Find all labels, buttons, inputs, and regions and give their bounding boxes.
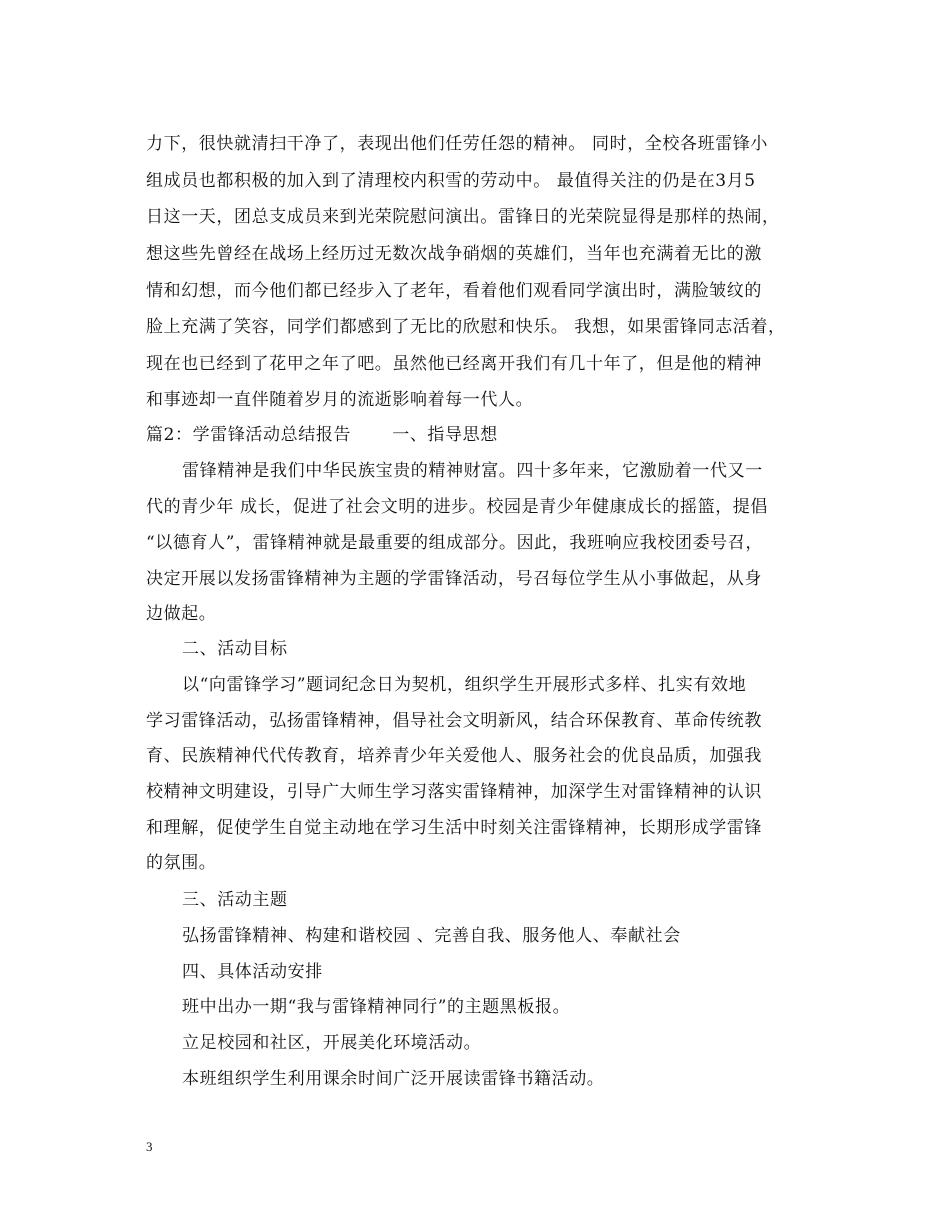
- text-line: 和事迹却一直伴随着岁月的流逝影响着每一代人。: [146, 390, 534, 410]
- text-line: 学习雷锋活动，弘扬雷锋精神，倡导社会文明新风，结合环保教育、革命传统教: [146, 711, 762, 731]
- text-line: 情和幻想，而今他们都已经步入了老年，看着他们观看同学演出时，满脸皱纹的: [146, 281, 762, 301]
- text-line: 和理解，促使学生自觉主动地在学习生活中时刻关注雷锋精神，长期形成学雷锋: [146, 818, 762, 838]
- text-line: 决定开展以发扬雷锋精神为主题的学雷锋活动，号召每位学生从小事做起，从身: [146, 569, 762, 589]
- text-line: 想这些先曾经在战场上经历过无数次战争硝烟的英雄们，当年也充满着无比的激: [146, 244, 762, 264]
- section-heading: 三、活动主题: [182, 890, 288, 910]
- section-heading: 篇2：学雷锋活动总结报告 一、指导思想: [146, 425, 498, 445]
- text-line: 班中出办一期“我与雷锋精神同行”的主题黑板报。: [182, 997, 571, 1017]
- text-line: 弘扬雷锋精神、构建和谐校园 、完善自我、服务他人、奉献社会: [182, 926, 681, 946]
- page-number: 3: [146, 1139, 153, 1154]
- text-line: 边做起。: [146, 604, 217, 624]
- text-line: 日这一天，团总支成员来到光荣院慰问演出。雷锋日的光荣院显得是那样的热闹，: [146, 207, 780, 227]
- text-line: 雷锋精神是我们中华民族宝贵的精神财富。四十多年来，它激励着一代又一: [182, 461, 763, 481]
- text-line: 校精神文明建设，引导广大师生学习落实雷锋精神，加深学生对雷锋精神的认识: [146, 782, 762, 802]
- text-line: 育、民族精神代代传教育，培养青少年关爱他人、服务社会的优良品质，加强我: [146, 746, 762, 766]
- text-line: 力下，很快就清扫干净了，表现出他们任劳任怨的精神。 同时，全校各班雷锋小: [146, 134, 769, 154]
- section-heading: 四、具体活动安排: [182, 962, 323, 982]
- text-line: 的氛围。: [146, 853, 217, 873]
- text-line: 组成员也都积极的加入到了清理校内积雪的劳动中。 最值得关注的仍是在3月5: [146, 171, 756, 191]
- text-line: 代的青少年 成长，促进了社会文明的进步。校园是青少年健康成长的摇篮，提倡: [146, 497, 769, 517]
- text-line: 本班组织学生利用课余时间广泛开展读雷锋书籍活动。: [182, 1069, 605, 1089]
- text-line: 脸上充满了笑容，同学们都感到了无比的欣慰和快乐。 我想，如果雷锋同志活着，: [146, 317, 786, 337]
- text-line: “以德育人”，雷锋精神就是最重要的组成部分。因此，我班响应我校团委号召，: [146, 533, 763, 553]
- text-line: 现在也已经到了花甲之年了吧。虽然他已经离开我们有几十年了，但是他的精神: [146, 354, 762, 374]
- section-heading: 二、活动目标: [182, 639, 288, 659]
- text-line: 以“向雷锋学习”题词纪念日为契机，组织学生开展形式多样、扎实有效地: [182, 675, 747, 695]
- text-line: 立足校园和社区，开展美化环境活动。: [182, 1033, 482, 1053]
